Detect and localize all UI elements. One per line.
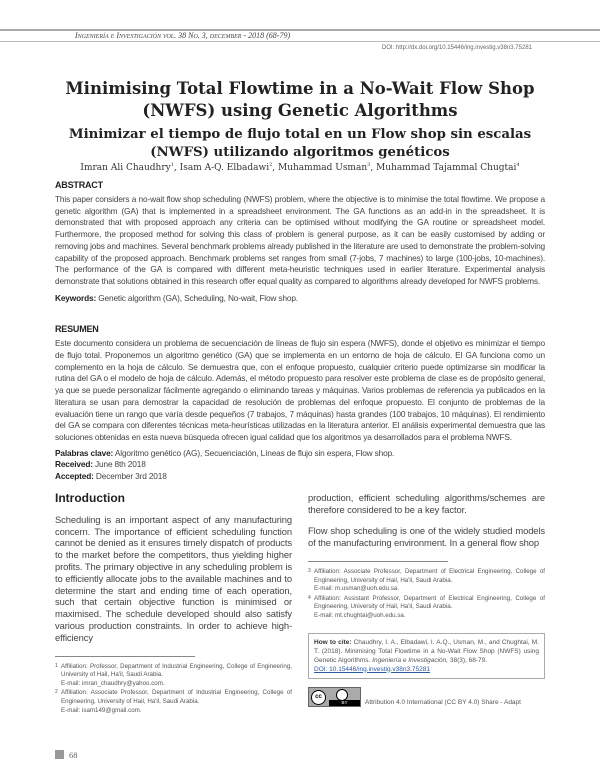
footnote [55,689,292,715]
author: Isam A-Q. Elbadawi [179,163,270,173]
accepted-value: December 3rd 2018 [95,471,167,482]
abstract-keywords [55,293,545,305]
footnote-email: E-mail: mt.chughtai@uoh.edu.sa. [314,611,406,619]
received-value: June 8th 2018 [95,459,146,470]
paper-subtitle: Minimizar el tiempo de flujo total en un Flow shop sin escalas (NWFS) utilizando algoritmos genéticos [68,127,532,160]
header-rule-bottom [0,41,600,42]
footnote-number: 4 [308,594,311,601]
cite-volume: 38(3), 68-79. [449,656,488,664]
author-sup: 3 [367,162,371,168]
received-date [55,459,545,471]
footnote-number: 3 [308,567,311,574]
footnote-rule-right [308,561,448,562]
right-column [308,491,545,716]
author-sup: 4 [516,162,520,168]
page-marker-square [55,750,64,759]
keywords-value: Genetic algorithm (GA), Scheduling, No-wait, Flow shop. [98,292,298,303]
two-column-body [55,491,545,716]
received-label: Received: [55,459,93,470]
how-to-cite-box [308,633,545,679]
palabras-clave-label: Palabras clave: [55,447,114,458]
footnote-text: Affiliation: Associate Professor, Department of Industrial Engineering, College of Engineering, University of Hail, Ha'il, Saudi Arabia. [61,689,292,705]
footnote [308,568,545,594]
footnote-email: E-mail: isam149@gmail.com. [61,706,142,714]
author-sup: 1 [170,162,174,168]
footnotes-left [55,663,292,716]
footnote-email: E-mail: m.usman@uoh.edu.sa. [314,585,400,593]
footnote-text: Affiliation: Associate Professor, Department of Electrical Engineering, College of Engineering, University of Hail, Ha'il, Saudi Arabia. [314,567,545,584]
resumen-keywords [55,448,545,460]
abstract-text: This paper considers a no-wait flow shop scheduling (NWFS) problem, where the objective is to minimise the total flowtime. We propose a genetic algorithm (GA) that is implemented in a spreadsheet environment. The GA functions as an add-in in the spreadsheet. It is demonstrated that with proposed approach any criteria can be optimised without modifying the GA routine or spreadsheet model. Furthermore, the proposed method for solving this class of problem is general purpose, as it can be easily customised by adding or removing jobs and machines. Several benchmark problems already published in the literature are used to demonstrate the problem-solving capability of the proposed approach. Benchmark problems set ranges from small (7-jobs, 7 machines) to large (100-jobs, 10-machines). The performance of the GA is compared with different meta-heuristic techniques used in earlier literature. Experimental analysis demonstrate that solutions obtained in this research offer equal quality as compared to algorithms already developed for NWFS problems. [55,194,545,286]
license-row [308,687,545,707]
footnote-rule-left [55,656,195,657]
author-sup: 2 [269,162,273,168]
cite-text: Chaudhry, I. A., Elbadawi, I. A.Q., Usman, M., and Chughtai, M. T. (2018). Minimising Total Flowtime in a No-Wait Flow Shop (NWFS) using Genetic Algorithms. [314,638,539,664]
accepted-date [55,471,545,483]
introduction-paragraph-1-continued: production, efficient scheduling algorithms/schemes are therefore considered to be a key factor. [308,491,545,515]
abstract-heading: ABSTRACT [55,180,103,190]
footnote-number: 1 [55,662,58,669]
cc-by-badge[interactable] [308,687,361,707]
footnote-text: Affiliation: Assistant Professor, Department of Electrical Engineering, College of Engineering, University of Hail, Ha'il, Saudi Arabia. [314,594,545,611]
accepted-label: Accepted: [55,471,94,482]
resumen-text: Este documento considera un problema de secuenciación de líneas de flujo sin espera (NWFS), donde el objetivo es minimizar el tiempo de flujo total. Proponemos un algoritmo genético (GA) que se implementa en un entorno de hoja de cálculo. El GA funciona como un complemento en la hoja de cálculo. Se demuestra que, con el enfoque propuesto, cualquier criterio puede optimizarse sin modificar la rutina del GA o el modelo de hoja de cálculo. Además, el método propuesto para resolver este problema de clase es de propósito general, ya que se puede personalizar fácilmente agregando o eliminando tareas y máquinas. Varios problemas de referencia ya publicados en la literatura se usan para demostrar la capacidad de resolución de problemas del enfoque propuesto. El conjunto de problemas de la evaluación tiene un rango que varía desde pequeños (7 trabajos, 7 máquinas) hasta grandes (100 trabajos, 10 máquinas). El rendimiento del GA se compara con diferentes técnicas meta-heurísticas utilizadas en la literatura anterior. El análisis experimental demuestra que las soluciones obtenidas en esta nueva búsqueda ofrecen igual calidad que los algoritmos ya desarrollados para el problema NWFS. [55,338,545,442]
page-number: 68 [69,750,78,760]
introduction-paragraph-2: Flow shop scheduling is one of the widely studied models of the manufacturing environment. In a general flow shop [308,525,545,549]
front-matter [55,180,545,716]
cite-doi-link[interactable]: DOI: 10.15446/ing.investig.v38n3.75281 [314,665,431,673]
introduction-heading: Introduction [55,490,125,505]
footnote-text: Affiliation: Professor, Department of Industrial Engineering, College of Engineering, University of Hail, Ha'il, Saudi Arabia. [61,662,292,679]
license-text: Attribution 4.0 International (CC BY 4.0) Share - Adapt [365,698,521,706]
journal-header: Ingeniería e Investigación vol. 38 No. 3, december - 2018 (68-79) [75,31,291,40]
left-column [55,491,292,716]
footnotes-right [308,568,545,621]
footnote [308,595,545,621]
introduction-paragraph-1: Scheduling is an important aspect of any manufacturing concern. The importance of efficient scheduling function cannot be denied as it ensures timely dispatch of products to the market before the competitors, thus yielding higher profits. The primary objective in any scheduling problem is to efficiently allocate jobs to the available machines and to determine the start and ending time of each operation, such that certain objective function is minimised or maximised. The schedule developed should also satisfy various production constraints. In order to achieve high-efficiency [55,513,292,643]
author: Muhammad Usman [278,163,368,173]
palabras-clave-value: Algoritmo genético (AG), Secuenciación, Líneas de flujo sin espera, Flow shop. [114,447,395,458]
cite-label: How to cite: [314,638,352,646]
by-label: BY [329,700,360,706]
author: Imran Ali Chaudhry [80,163,171,173]
doi-link[interactable]: DOI: http://dx.doi.org/10.15446/ing.investig.v38n3.75281 [381,45,532,51]
paper-title: Minimising Total Flowtime in a No-Wait Flow Shop (NWFS) using Genetic Algorithms [65,79,535,120]
cite-journal: Ingeniería e Investigación, [372,656,449,664]
footnote [55,663,292,689]
footnote-email: E-mail: imran_chaudhry@yahoo.com. [61,679,165,687]
author: Muhammad Tajammal Chugtai [376,163,517,173]
resumen-heading: RESUMEN [55,324,99,335]
cc-icon: cc [311,690,326,705]
footnote-number: 2 [55,689,58,696]
author-list: Imran Ali Chaudhry$^1$, Isam A-Q. Elbadawi$^2$, Muhammad Usman$^3$, Muhammad Tajammal Chugtai$^4$ [80,162,520,173]
keywords-label: Keywords: [55,292,97,303]
